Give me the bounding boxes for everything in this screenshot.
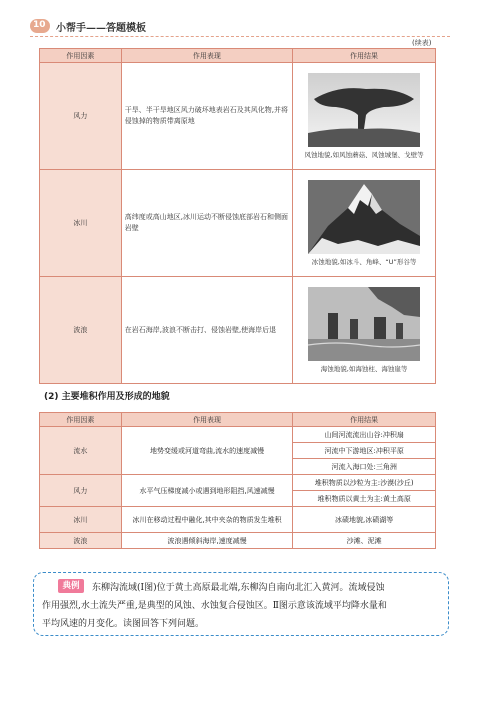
manifestation-cell: 高纬度或高山地区,冰川运动不断侵蚀底部岩石和侧面岩壁 — [121, 170, 292, 277]
result-cell — [293, 63, 436, 170]
table-row — [40, 533, 436, 549]
page-number: 10 — [33, 20, 46, 30]
wind-erosion-photo — [308, 73, 420, 147]
header-factor: 作用因素 — [40, 49, 122, 63]
result-caption: 风蚀地貌,如风蚀蘑菇、风蚀城堡、戈壁等 — [304, 151, 424, 159]
example-box — [33, 572, 449, 636]
result-cell: 山间河流流出山谷:冲积扇 — [293, 427, 436, 443]
manifestation-cell: 水平气压梯度减小或遇到地形阻挡,风速减慢 — [121, 475, 293, 507]
result-cell: 堆积物质以沙粒为主:沙漠(沙丘) — [293, 475, 436, 491]
example-text-line: 东柳沟流域(Ⅰ图)位于黄土高原最北端,东柳沟自南向北汇入黄河。流域侵蚀 — [92, 583, 385, 593]
result-cell — [293, 277, 436, 384]
page-header — [30, 18, 450, 36]
header-result: 作用结果 — [293, 413, 436, 427]
example-text-line: 平均风速的月变化。读图回答下列问题。 — [42, 619, 205, 629]
header-title: 小帮手——答题模板 — [56, 23, 146, 34]
factor-cell: 风力 — [40, 475, 122, 507]
manifestation-cell: 地势变缓或河道弯曲,流水的速度减慢 — [121, 427, 293, 475]
example-badge: 典例 — [58, 579, 84, 593]
manifestation-cell: 在岩石海岸,波浪不断击打、侵蚀岩壁,使海岸后退 — [121, 277, 292, 384]
manifestation-cell: 冰川在移动过程中融化,其中夹杂的物质发生堆积 — [121, 507, 293, 533]
manifestation-cell: 波浪遇倾斜海岸,速度减慢 — [121, 533, 293, 549]
header-manifestation: 作用表现 — [121, 413, 293, 427]
result-cell: 河流中下游地区:冲积平原 — [293, 443, 436, 459]
deposition-table — [39, 412, 436, 549]
result-cell: 河流入海口处:三角洲 — [293, 459, 436, 475]
header-manifestation: 作用表现 — [121, 49, 292, 63]
result-cell: 沙滩、泥滩 — [293, 533, 436, 549]
manifestation-cell: 干旱、半干旱地区风力破坏地表岩石及其风化物,并将侵蚀掉的物质带离原地 — [121, 63, 292, 170]
factor-cell: 波浪 — [40, 277, 122, 384]
erosion-table — [39, 48, 436, 384]
factor-cell: 冰川 — [40, 507, 122, 533]
factor-cell: 波浪 — [40, 533, 122, 549]
table-row — [40, 170, 436, 277]
result-caption: 冰蚀地貌,如冰斗、角峰、“U”形谷等 — [311, 258, 417, 266]
table-row — [40, 475, 436, 491]
table-row — [40, 63, 436, 170]
result-cell: 堆积物质以黄土为主:黄土高原 — [293, 491, 436, 507]
glacier-erosion-photo — [308, 180, 420, 254]
table-row — [40, 277, 436, 384]
table-header-row — [40, 49, 436, 63]
header-factor: 作用因素 — [40, 413, 122, 427]
example-text-line: 作用强烈,水土流失严重,是典型的风蚀、水蚀复合侵蚀区。Ⅱ图示意该流域平均降水量和 — [42, 601, 387, 611]
header-divider — [30, 36, 450, 37]
factor-cell: 风力 — [40, 63, 122, 170]
continued-label: (续表) — [412, 39, 432, 47]
table-row — [40, 427, 436, 443]
result-caption: 海蚀地貌,如海蚀柱、海蚀崖等 — [320, 365, 408, 373]
wave-erosion-photo — [308, 287, 420, 361]
table-header-row — [40, 413, 436, 427]
factor-cell: 流水 — [40, 427, 122, 475]
header-result: 作用结果 — [293, 49, 436, 63]
table-row — [40, 507, 436, 533]
factor-cell: 冰川 — [40, 170, 122, 277]
result-cell — [293, 170, 436, 277]
section-title: (2) 主要堆积作用及形成的地貌 — [44, 392, 170, 402]
result-cell: 冰碛地貌,冰碛湖等 — [293, 507, 436, 533]
